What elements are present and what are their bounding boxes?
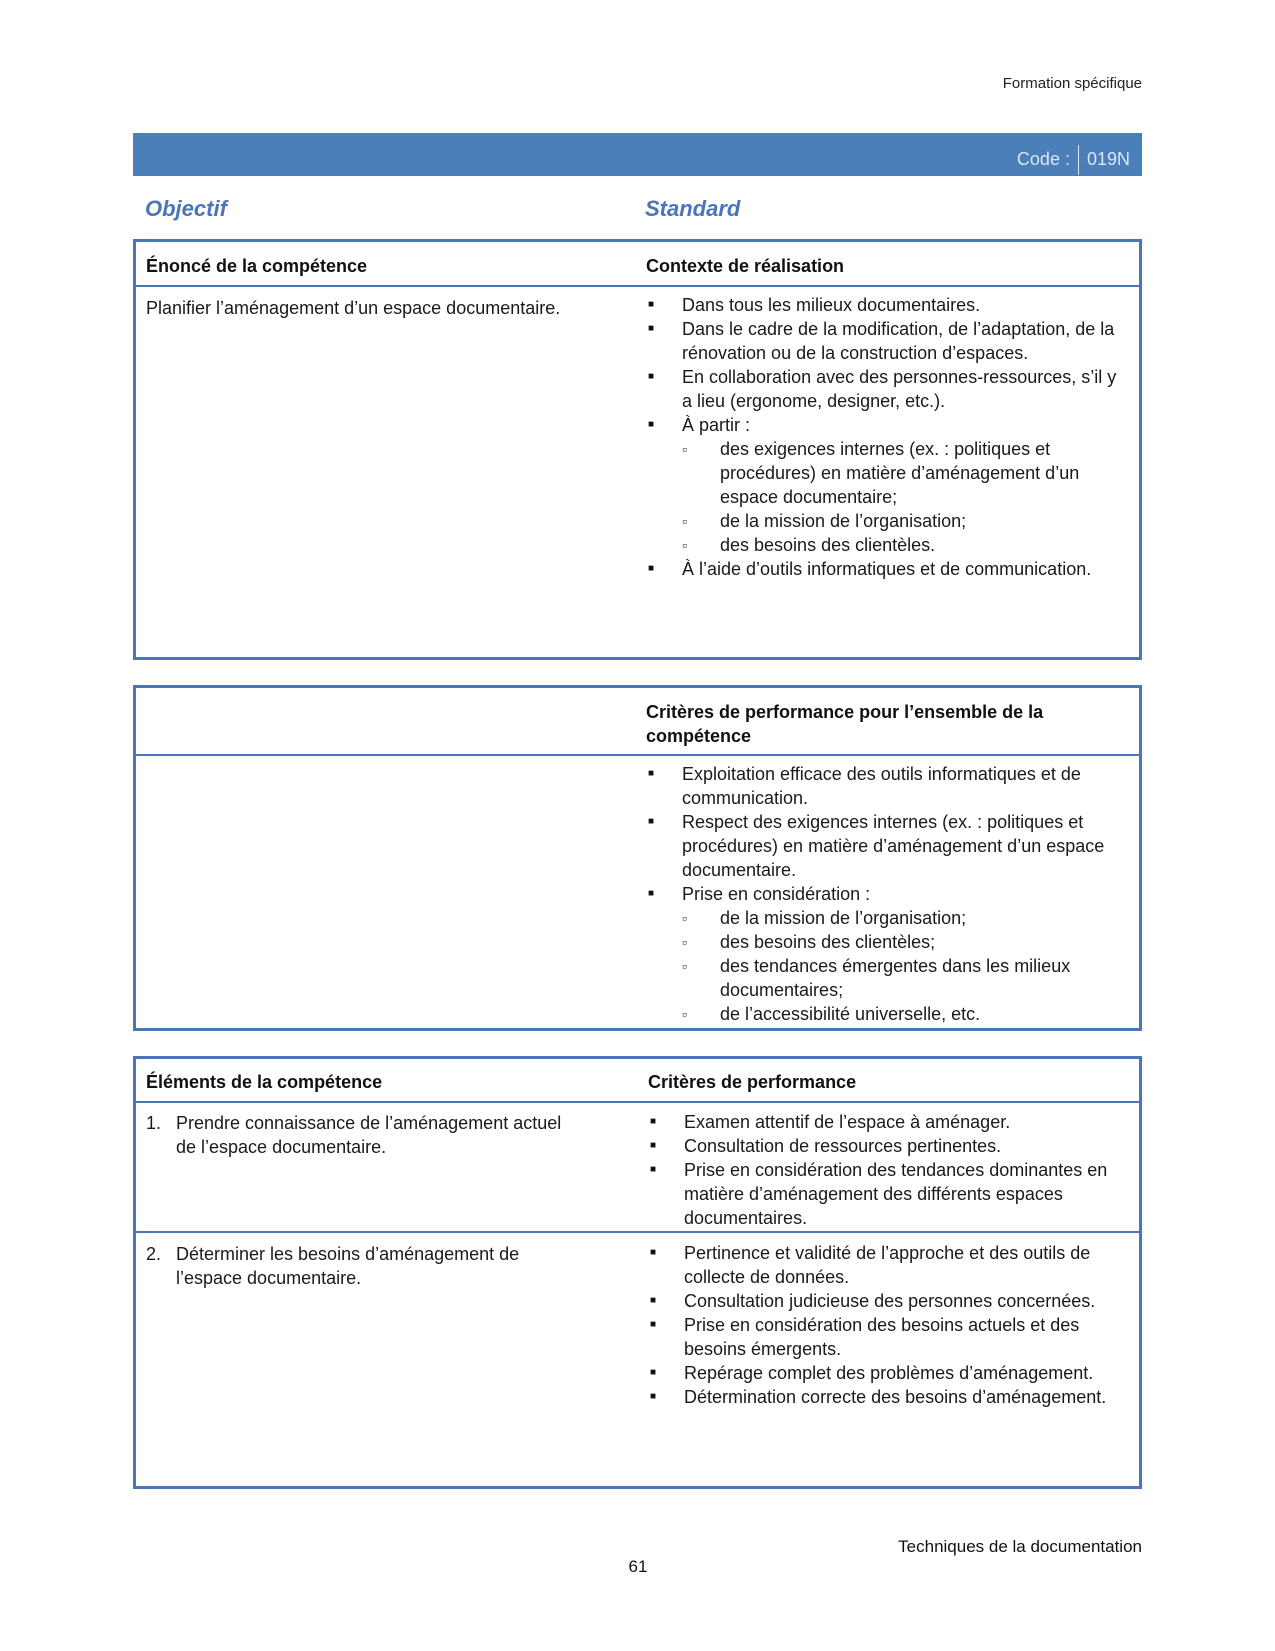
table3-row-divider — [136, 1231, 1139, 1233]
context-subitem: ▫ des besoins des clientèles. — [682, 533, 1120, 557]
code-value: 019N — [1086, 148, 1130, 169]
criterion-subitem: ▫ des besoins des clientèles; — [682, 930, 1120, 954]
context-header: Contexte de réalisation — [646, 256, 845, 276]
element-2-criteria — [648, 1241, 1122, 1409]
element-1 — [146, 1111, 566, 1159]
objectif-label: Objectif — [145, 196, 227, 221]
context-item: ■ En collaboration avec des personnes-ressources, s’il y a lieu (ergonome, designer, etc.). — [646, 365, 1120, 413]
criterion-item-label: Prise en considération : — [682, 884, 871, 904]
table2-divider — [136, 754, 1139, 756]
performance-criterion: ■ Repérage complet des problèmes d’aménagement. — [648, 1361, 1122, 1385]
performance-criterion: ■ Examen attentif de l’espace à aménager. — [648, 1110, 1122, 1134]
code-separator — [1078, 145, 1079, 175]
context-item: ■ À l’aide d’outils informatiques et de communication. — [646, 557, 1120, 581]
criterion-subitem: ▫ de la mission de l’organisation; — [682, 906, 1120, 930]
elements-table — [133, 1056, 1142, 1489]
performance-criterion: ■ Consultation de ressources pertinentes. — [648, 1134, 1122, 1158]
performance-criterion: ■ Consultation judicieuse des personnes concernées. — [648, 1289, 1122, 1313]
element-text: Déterminer les besoins d’aménagement de l’espace documentaire. — [176, 1244, 520, 1288]
header-formation-label: Formation spécifique — [1002, 75, 1142, 92]
table3-divider — [136, 1101, 1139, 1103]
performance-criterion: ■ Pertinence et validité de l’approche et des outils de collecte de données. — [648, 1241, 1122, 1289]
performance-criterion: ■ Prise en considération des tendances dominantes en matière d’aménagement des différents espaces documentaires. — [648, 1158, 1122, 1230]
elements-header: Éléments de la compétence — [146, 1072, 383, 1092]
code-label: Code : — [1016, 148, 1070, 169]
overall-criteria-table — [133, 685, 1142, 1031]
criterion-item — [646, 882, 1120, 1026]
code-bar — [133, 133, 1142, 176]
criterion-item: ■ Respect des exigences internes (ex. : politiques et procédures) en matière d’aménagement d’un espace documentaire. — [646, 810, 1120, 882]
standard-label: Standard — [645, 196, 741, 221]
performance-header: Critères de performance — [648, 1072, 857, 1092]
element-text: Prendre connaissance de l’aménagement actuel de l’espace documentaire. — [176, 1113, 562, 1157]
competency-statement-table — [133, 239, 1142, 660]
context-item-label: À partir : — [682, 415, 751, 435]
competency-code — [1017, 145, 1130, 175]
context-item — [646, 413, 1120, 557]
criterion-subitem: ▫ des tendances émergentes dans les milieux documentaires; — [682, 954, 1120, 1002]
footer-program: Techniques de la documentation — [898, 1537, 1142, 1556]
competency-statement: Planifier l’aménagement d’un espace documentaire. — [146, 298, 561, 318]
context-list — [646, 293, 1120, 581]
context-item: ■ Dans tous les milieux documentaires. — [646, 293, 1120, 317]
page-number: 61 — [628, 1557, 648, 1576]
criterion-item: ■ Exploitation efficace des outils informatiques et de communication. — [646, 762, 1120, 810]
overall-criteria-list — [646, 762, 1120, 1026]
element-number: 2. — [146, 1244, 162, 1264]
context-subitem: ▫ de la mission de l’organisation; — [682, 509, 1120, 533]
performance-criterion: ■ Prise en considération des besoins actuels et des besoins émergents. — [648, 1313, 1122, 1361]
element-number: 1. — [146, 1113, 162, 1133]
element-2 — [146, 1242, 576, 1290]
criterion-subitem: ▫ de l’accessibilité universelle, etc. — [682, 1002, 1120, 1026]
performance-criterion: ■ Détermination correcte des besoins d’aménagement. — [648, 1385, 1122, 1409]
statement-header: Énoncé de la compétence — [146, 256, 368, 276]
overall-criteria-header: Critères de performance pour l’ensemble de la compétence — [646, 702, 1044, 746]
context-subitem: ▫ des exigences internes (ex. : politiques et procédures) en matière d’aménagement d’un espace documentaire; — [682, 437, 1120, 509]
context-item: ■ Dans le cadre de la modification, de l’adaptation, de la rénovation ou de la construction d’espaces. — [646, 317, 1120, 365]
table1-divider — [136, 285, 1139, 287]
element-1-criteria — [648, 1110, 1122, 1230]
